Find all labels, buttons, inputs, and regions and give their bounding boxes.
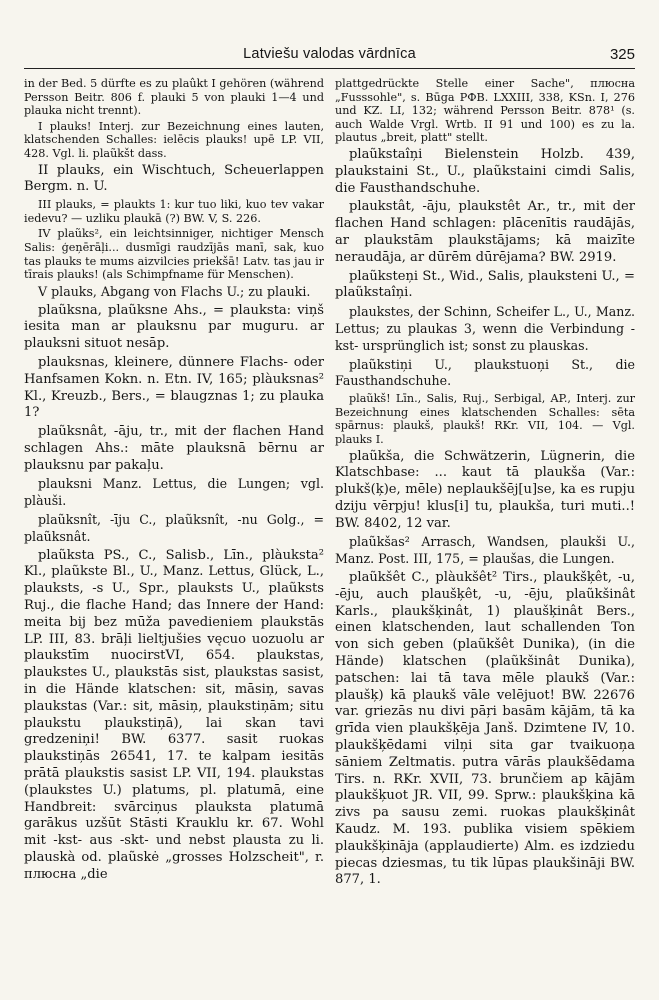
dictionary-entry: plaũksta PS., C., Salisb., Līn., plàuksta² Kl., plaũkste Bl., U., Manz. Lettus, Glück, L., plauksts, -s U., Spr., plauksts U., plaũksts Ruj., die flache Hand; das Innere der Hand: meita bij bez mūža pavedieniem plaukstās LP. III, 83. brāļi lieltjušies vęcuo uozuolu ar plaukstīm nuocirstVI, 654. plaukstas, plaukstes U., plaukstās sist, plaukstas sasist, in die Hände klatschen: sit, māsiņ, savas plaukstas (Var.: sit, māsiņ, plaukstiņām; situ plaukstu plaukstiņā), lai skan tavi gredzeniņi! BW. 6377. sasit ruokas plaukstiņās 26541, 17. te kalpam iesitās prātā plaukstis sasist LP. VII, 194. plaukstas (plaukstes U.) platums, pl. platumā, eine Handbreit: svārciņus plauksta platumā garākus uzšūt Stāsti Krauklu kr. 67. Wohl mit -kst- aus -skt- und nebst plausta zu li. plauskà od. plaũskė „grosses Holzscheit", r. плюсна „die (24, 547, 324, 882)
dictionary-entry: plaũkša, die Schwätzerin, Lügnerin, die Klatschbase: ... kaut tā plaukša (Var.: plukš(ķ)e, mēle) neplaukšēj[u]se, ka es rupju dziju vērpju! klus[i] tu, plaukša, turi muti..! BW. 8402, 12 var. (335, 448, 635, 531)
dictionary-entry: plaukstât, -āju, plaukstêt Ar., tr., mit der flachen Hand schlagen: plācenītis raudājās, ar plaukstām plaukstājams; kā maizīte neraudāja, ar dūrēm dūrējama? BW. 2919. (335, 199, 635, 265)
dictionary-entry: plaũksteņi St., Wid., Salis, plauksteni U., = plaũkstaîņi. (335, 268, 635, 301)
dictionary-entry: in der Bed. 5 dürfte es zu plaûkt I gehören (während Persson Beitr. 806 f. plauki 5 von plauki 1—4 und plauka nicht trennt). (24, 77, 324, 118)
dictionary-entry: III plauks, = plaukts 1: kur tuo liki, kuo tev vakar iedevu? — uzliku plaukā (?) BW. V, S. 226. (24, 198, 324, 225)
dictionary-entry: II plauks, ein Wischtuch, Scheuerlappen Bergm. n. U. (24, 162, 324, 195)
dictionary-entry: plaũksna, plaũksne Ahs., = plauksta: viņš iesita man ar plauksnu par muguru. ar plauksni situot nesāp. (24, 302, 324, 352)
page-number: 325 (609, 46, 635, 63)
dictionary-entry: plaũkšêt C., plàukšêt² Tirs., plaukšķêt, -u, -ēju, auch plaušķêt, -u, -ēju, plaũkšinât Karls., plaukšķinât, 1) plaušķinât Bers., einen klatschenden, laut schallenden Ton von sich geben (plaũkšêt Dunika), (in die Hände) klatschen (plaũkšinât Dunika), patschen: lai tā tava mēle plaukš (Var.: plaušķ) kā plaukš vāle velējuot! BW. 22676 var. griezās nu divi pāŗi basām kājām, tā ka grīda vien plaukšķēja Janš. Dzimtene IV, 10. plaukšķēdami vilņi sita gar tvaikuoņa sāniem Zeltmatis. putra vārās plaukšēdama Tirs. n. RKr. XVII, 73. brunčiem ap kājām plaukšķuot JR. VII, 99. Sprw.: plaukšķina kā zivs pa sausu zemi. ruokas plaukšķinât Kaudz. M. 193. publika visiem spēkiem plaukšķināja (applaudierte) Alm. es izdziedu piecas dziesmas, tu tik lūpas plaukšināji BW. 877, 1. (335, 570, 635, 888)
running-title: Latviešu valodas vārdnīca (243, 46, 416, 62)
dictionary-entry: plaũkšas² Arrasch, Wandsen, plaukši U., Manz. Post. III, 175, = plaušas, die Lungen. (335, 534, 635, 567)
dictionary-entry: plauksni Manz. Lettus, die Lungen; vgl. plàuši. (24, 476, 324, 509)
dictionary-entry: plaukstes, der Schinn, Scheifer L., U., Manz. Lettus; zu plaukas 3, wenn die Verbindung -kst- ursprünglich ist; sonst zu plauskas. (335, 304, 635, 353)
dictionary-entry: plaũksnît, -īju C., plaũksnît, -nu Golg., = plaũksnât. (24, 512, 324, 544)
dictionary-entry: plattgedrückte Stelle einer Sache", плюсна „Fusssohle", s. Būga РФВ. LXXIII, 338, KSn. I, 276 und KZ. LI, 132; während Persson Beitr. 878¹ (s. auch Walde Vrgl. Wrtb. II 91 und 100) es zu la. plautus „breit, platt" stellt. (335, 77, 635, 145)
dictionary-entry: plaũksnât, -āju, tr., mit der flachen Hand schlagen Ahs.: māte plauksnā bērnu ar plauksnu par pakaļu. (24, 424, 324, 473)
dictionary-entry: V plauks, Abgang von Flachs U.; zu plauki. (38, 283, 311, 299)
dictionary-entry: I plauks! Interj. zur Bezeichnung eines lauten, klatschenden Schalles: ielēcis plauks! upē LP. VII, 428. Vgl. li. plaũkšt dass. (24, 119, 324, 160)
dictionary-entry: plaũkstaîņi Bielenstein Holzb. 439, plaukstaini St., U., plaũkstaini cimdi Salis, die Fausthandschuhe. (335, 146, 635, 196)
header-rule (24, 68, 635, 69)
left-column (24, 77, 324, 987)
dictionary-entry: IV plaũks², ein leichtsinniger, nichtiger Mensch Salis: ģeņērāļi... dusmīgi raudzījās manī, sak, kuo tas plauks te mums aizvilcies priekšā! Latv. tas jau ir tīrais plauks! (als Schimpfname für Menschen). (24, 227, 324, 282)
dictionary-entry: plaũkš! Līn., Salis, Ruj., Serbigal, AP., Interj. zur Bezeichnung eines klatschenden Schalles: sēta spārnus: plaukš, plaukš! RKr. VII, 104. — Vgl. plauks I. (335, 392, 635, 446)
right-column (335, 77, 635, 987)
dictionary-entry: plaũkstiņi U., plaukstuoņi St., die Fausthandschuhe. (335, 356, 635, 389)
running-head (24, 46, 635, 68)
dictionary-entry: plauksnas, kleinere, dünnere Flachs- oder Hanfsamen Kokn. n. Etn. IV, 165; plàuksnas² Kl., Kreuzb., Bers., = blaugznas 1; zu plauka 1? (24, 354, 324, 421)
